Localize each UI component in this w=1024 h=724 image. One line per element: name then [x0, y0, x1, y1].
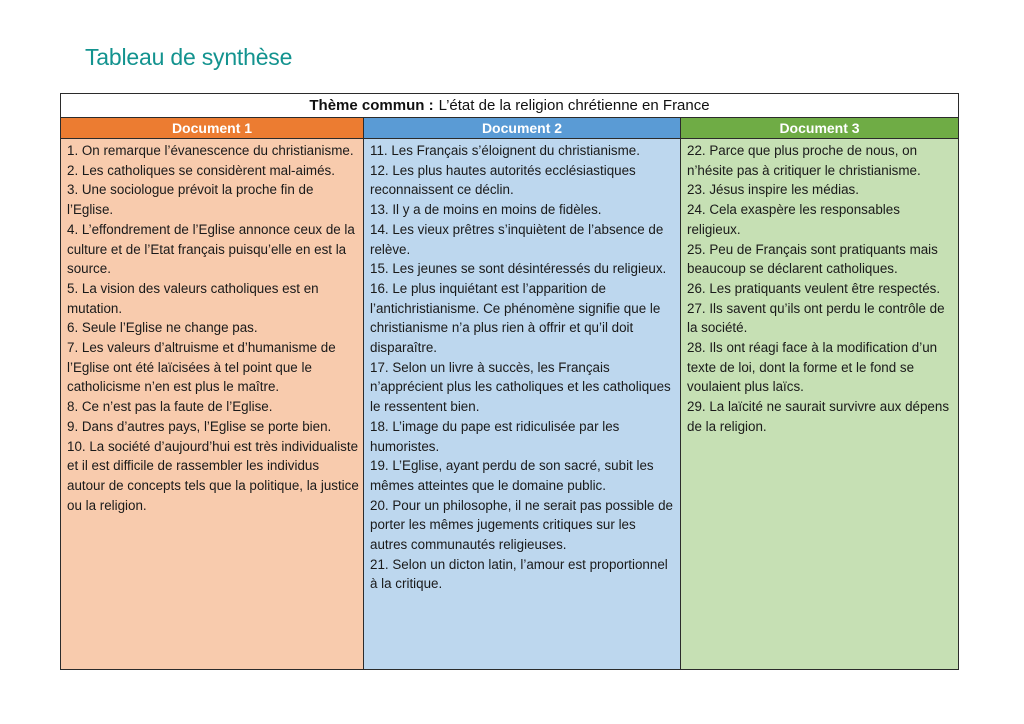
list-item: 28. Ils ont réagi face à la modification d’un texte de loi, dont la forme et le fond se voulaient plus laïcs. [687, 340, 938, 395]
column-document-1 [61, 139, 364, 669]
list-item: 20. Pour un philosophe, il ne serait pas possible de porter les mêmes jugements critiques sur les autres communautés religieuses. [370, 497, 673, 553]
list-item: 26. Les pratiquants veulent être respectés. [687, 280, 941, 296]
list-item: 9. Dans d’autres pays, l’Eglise se porte bien. [67, 418, 332, 434]
list-item: 17. Selon un livre à succès, les Français n’apprécient plus les catholiques et les catholiques le ressentent bien. [370, 359, 671, 415]
list-item: 23. Jésus inspire les médias. [687, 182, 859, 198]
list-item: 27. Ils savent qu’ils ont perdu le contrôle de la société. [687, 300, 945, 336]
list-item: 25. Peu de Français sont pratiquants mais beaucoup se déclarent catholiques. [687, 241, 938, 277]
list-item: 5. La vision des valeurs catholiques est en mutation. [67, 280, 319, 316]
column-document-2 [364, 139, 681, 669]
theme-row [61, 94, 958, 118]
theme-label: Thème commun : [309, 97, 434, 114]
list-item: 19. L’Eglise, ayant perdu de son sacré, subit les mêmes atteintes que le domaine public. [370, 458, 654, 493]
list-item: 12. Les plus hautes autorités ecclésiastiques reconnaissent ce déclin. [370, 162, 636, 198]
list-item: 1. On remarque l’évanescence du christianisme. [67, 143, 354, 158]
list-item: 24. Cela exaspère les responsables religieux. [687, 202, 900, 237]
list-item: 2. Les catholiques se considèrent mal-aimés. [67, 162, 335, 178]
list-item: 7. Les valeurs d’altruisme et d’humanisme de l’Eglise ont été laïcisées à tel point que le catholicisme n’en est plus le maître. [67, 340, 336, 395]
page-title: Tableau de synthèse [85, 44, 293, 70]
list-item: 14. Les vieux prêtres s’inquiètent de l’absence de relève. [370, 221, 664, 257]
list-item: 15. Les jeunes se sont désintéressés du religieux. [370, 261, 667, 277]
list-item: 16. Le plus inquiétant est l’apparition de l’antichristianisme. Ce phénomène signifie que le christianisme n’a plus rien à offrir et qu’il doit disparaître. [370, 280, 661, 356]
list-item: 8. Ce n’est pas la faute de l’Eglise. [67, 399, 273, 415]
list-item: 22. Parce que plus proche de nous, on n’hésite pas à critiquer le christianisme. [687, 143, 921, 178]
list-item: 11. Les Français s’éloignent du christianisme. [370, 143, 640, 158]
list-item: 6. Seule l’Eglise ne change pas. [67, 320, 258, 336]
list-item: 4. L’effondrement de l’Eglise annonce ceux de la culture et de l’Etat français puisqu’elle en est la source. [67, 221, 355, 277]
list-item: 13. Il y a de moins en moins de fidèles. [370, 202, 602, 218]
column-header-document-2: Document 2 [364, 118, 681, 138]
column-header-document-1: Document 1 [61, 118, 364, 138]
synthesis-table [60, 93, 959, 670]
theme-value: L’état de la religion chrétienne en France [438, 97, 710, 114]
body-row [61, 139, 958, 669]
column-header-document-3: Document 3 [681, 118, 958, 138]
list-item: 18. L’image du pape est ridiculisée par les humoristes. [370, 418, 620, 454]
list-item: 10. La société d’aujourd’hui est très individualiste et il est difficile de rassembler les individus autour de concepts tels que la politique, la justice ou la religion. [67, 438, 359, 513]
list-item: 29. La laïcité ne saurait survivre aux dépens de la religion. [687, 399, 950, 434]
column-document-3 [681, 139, 958, 669]
list-item: 3. Une sociologue prévoit la proche fin de l’Eglise. [67, 182, 314, 218]
list-item: 21. Selon un dicton latin, l’amour est proportionnel à la critique. [370, 556, 668, 592]
header-row [61, 118, 958, 139]
